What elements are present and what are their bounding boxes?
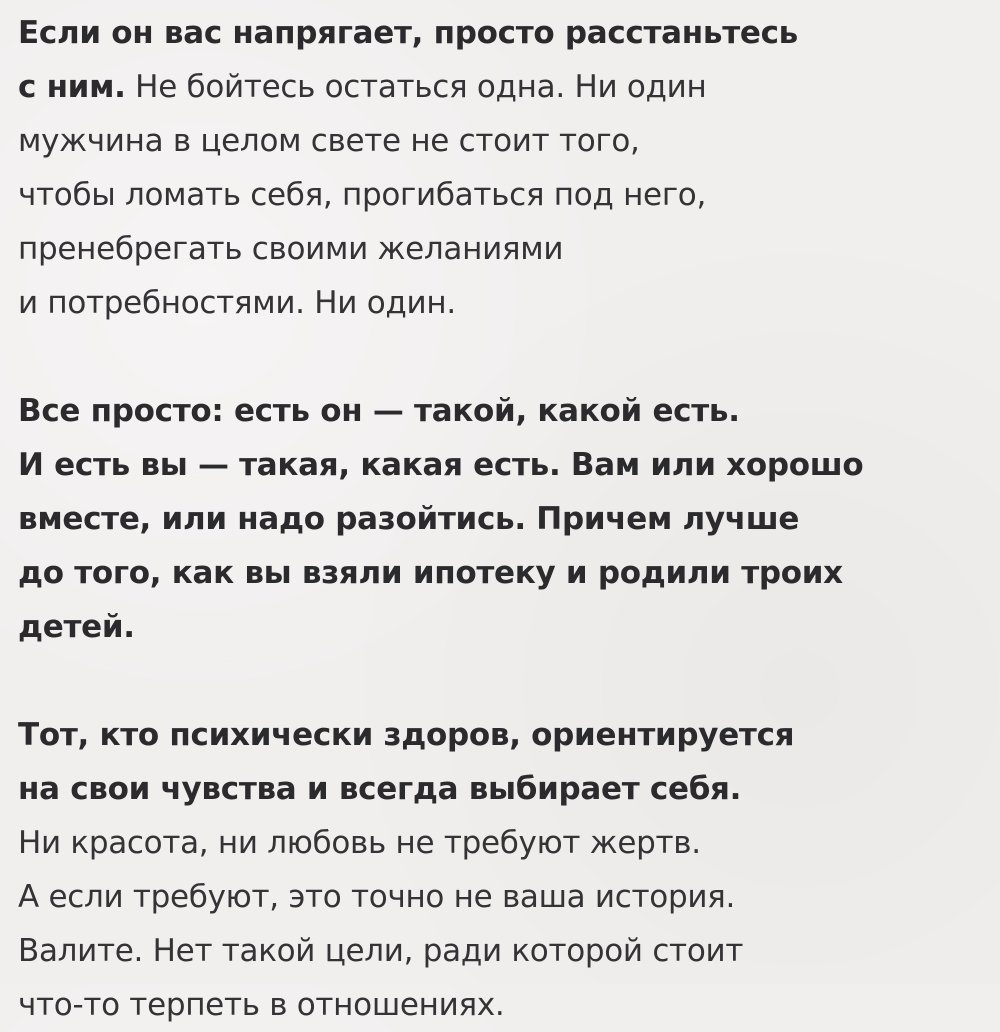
text-line: [18, 708, 982, 762]
text-line: [18, 492, 982, 546]
bold-text-segment: детей.: [18, 609, 135, 645]
text-line: [18, 762, 982, 816]
regular-text-segment: что-то терпеть в отношениях.: [18, 987, 505, 1023]
regular-text-segment: Не бойтесь остаться одна. Ни один: [125, 69, 707, 105]
paragraph-1: [18, 6, 982, 330]
regular-text-segment: пренебрегать своими желаниями: [18, 231, 564, 267]
text-line: [18, 222, 982, 276]
bold-text-segment: Все просто: есть он — такой, какой есть.: [18, 393, 740, 429]
bold-text-segment: Если он вас напрягает, просто расстаньтесь: [18, 15, 798, 51]
text-line: [18, 60, 982, 114]
bold-text-segment: И есть вы — такая, какая есть. Вам или хорошо: [18, 447, 864, 483]
regular-text-segment: А если требуют, это точно не ваша история.: [18, 879, 736, 915]
bold-text-segment: Тот, кто психически здоров, ориентируется: [18, 717, 795, 753]
regular-text-segment: Ни красота, ни любовь не требуют жертв.: [18, 825, 701, 861]
text-line: [18, 978, 982, 1032]
text-line: [18, 816, 982, 870]
text-line: [18, 276, 982, 330]
bold-text-segment: на свои чувства и всегда выбирает себя.: [18, 771, 742, 807]
text-line: [18, 384, 982, 438]
text-line: [18, 438, 982, 492]
regular-text-segment: мужчина в целом свете не стоит того,: [18, 123, 640, 159]
text-line: [18, 870, 982, 924]
text-line: [18, 600, 982, 654]
text-line: [18, 6, 982, 60]
paragraph-2: [18, 384, 982, 654]
regular-text-segment: чтобы ломать себя, прогибаться под него,: [18, 177, 707, 213]
paragraph-3: [18, 708, 982, 1032]
text-line: [18, 546, 982, 600]
paragraph-spacer: [18, 330, 982, 384]
text-body: [18, 6, 982, 1032]
bold-text-segment: с ним.: [18, 69, 126, 105]
regular-text-segment: и потребностями. Ни один.: [18, 285, 456, 321]
text-line: [18, 168, 982, 222]
text-line: [18, 924, 982, 978]
text-line: [18, 114, 982, 168]
regular-text-segment: Валите. Нет такой цели, ради которой стоит: [18, 933, 744, 969]
paragraph-spacer: [18, 654, 982, 708]
bold-text-segment: до того, как вы взяли ипотеку и родили троих: [18, 555, 843, 591]
bold-text-segment: вместе, или надо разойтись. Причем лучше: [18, 501, 800, 537]
